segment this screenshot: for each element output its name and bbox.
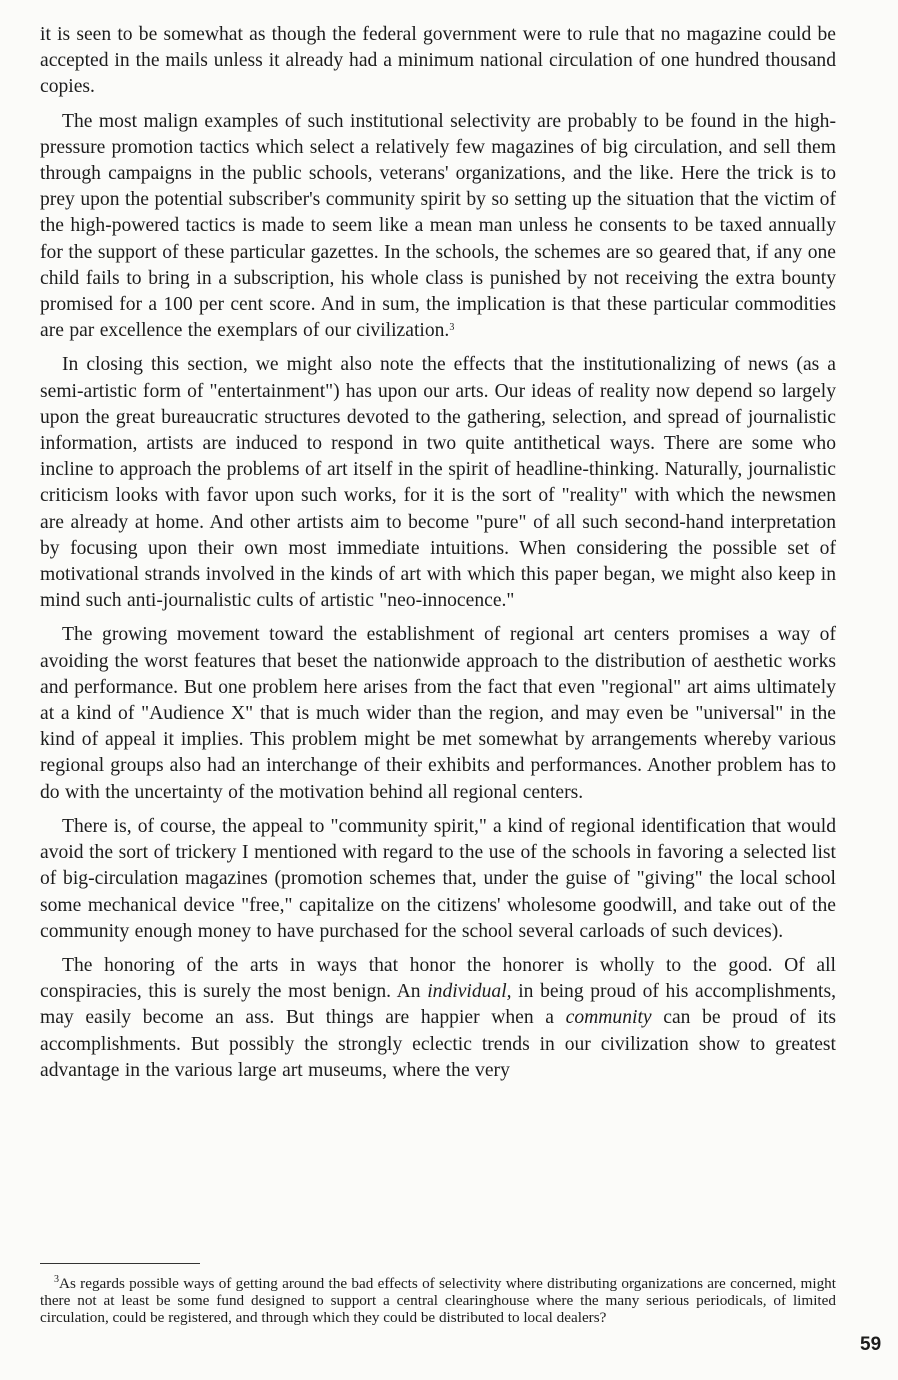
paragraph-4-text: The growing movement toward the establishment of regional art centers promises a way of avoiding the worst features that beset the nationwide approach to the distribution of aesthetic works and performance. But one problem here arises from the fact that even "regional" art aims ultimately at a kind of "Audience X" that is much wider than the region, and may even be "universal" in the kind of appeal it implies. This problem might be met somewhat by arrangements whereby various regional groups also had an interchange of their exhibits and performances. Another problem has to do with the uncertainty of the motivation behind all regional centers. [40, 624, 836, 803]
footnote-reference[interactable]: 3 [449, 322, 455, 334]
emphasis-individual: individual, [427, 981, 512, 1003]
paragraph-1 [40, 22, 836, 101]
paragraph-5-text: There is, of course, the appeal to "community spirit," a kind of regional identification that would avoid the sort of trickery I mentioned with regard to the use of the schools in favoring a selected list of big-circulation magazines (promotion schemes that, under the guise of "giving" the local school some mechanical device "free," capitalize on the citizens' wholesome goodwill, and take out of the community enough money to have purchased for the school several carloads of such devices). [40, 815, 836, 942]
paragraph-6-text-b: in being proud of his accomplishments, may easily become an ass. But things are happier when a [40, 981, 836, 1029]
page-number: 59 [860, 1334, 882, 1355]
page-body [40, 22, 836, 1092]
paragraph-1-text: it is seen to be somewhat as though the federal government were to rule that no magazine could be accepted in the mails unless it already had a minimum national circulation of one hundred thousand copies. [40, 24, 836, 98]
paragraph-2-text: The most malign examples of such institutional selectivity are probably to be found in the high-pressure promotion tactics which select a relatively few magazines of big circulation, and sell them through campaigns in the public schools, veterans' organizations, and the like. Here the trick is to prey upon the potential subscriber's community spirit by so setting up the situation that the victim of the high-powered tactics is made to seem like a mean man unless he consents to be taxed annually for the support of these particular gazettes. In the schools, the schemes are so geared that, if any one child fails to bring in a subscription, his whole class is punished by not receiving the extra bounty promised for a 100 per cent score. And in sum, the implication is that these particular commodities are par excellence the exemplars of our civilization. [40, 110, 836, 342]
paragraph-2 [40, 109, 836, 345]
footnote-marker: 3 [54, 1274, 59, 1285]
paragraph-3 [40, 352, 836, 614]
paragraph-6 [40, 953, 836, 1084]
emphasis-community: community [565, 1007, 652, 1029]
paragraph-4 [40, 622, 836, 805]
paragraph-5 [40, 814, 836, 945]
paragraph-6-text-c: can be proud of its accomplishments. But possibly the strongly eclectic trends in our civilization show to greatest advantage in the various large art museums, where the very [40, 1007, 836, 1081]
footnote-divider [40, 1263, 200, 1264]
paragraph-6-text-a: The honoring of the arts in ways that honor the honorer is wholly to the good. Of all conspiracies, this is surely the most benign. An [40, 954, 836, 1003]
paragraph-3-text: In closing this section, we might also note the effects that the institutionalizing of news (as a semi-artistic form of "entertainment") has upon our arts. Our ideas of reality now depend so largely upon the great bureaucratic structures devoted to the gathering, selection, and spread of journalistic information, artists are induced to respond in two quite antithetical ways. There are some who incline to approach the problems of art itself in the spirit of headline-thinking. Naturally, journalistic criticism looks with favor upon such works, for it is the sort of "reality" with which the newsmen are already at home. And other artists aim to become "pure" of all such second-hand interpretation by focusing upon their own most immediate intuitions. When considering the possible set of motivational strands involved in the kinds of art with which this paper began, we might also keep in mind such anti-journalistic cults of artistic "neo-innocence." [40, 354, 836, 612]
footnote [40, 1276, 836, 1326]
footnote-text: As regards possible ways of getting around the bad effects of selectivity where distributing organizations are concerned, might there not at least be some fund designed to support a central clearinghouse where the many serious periodicals, of limited circulation, could be registered, and through which they could be distributed to local dealers? [40, 1275, 836, 1326]
